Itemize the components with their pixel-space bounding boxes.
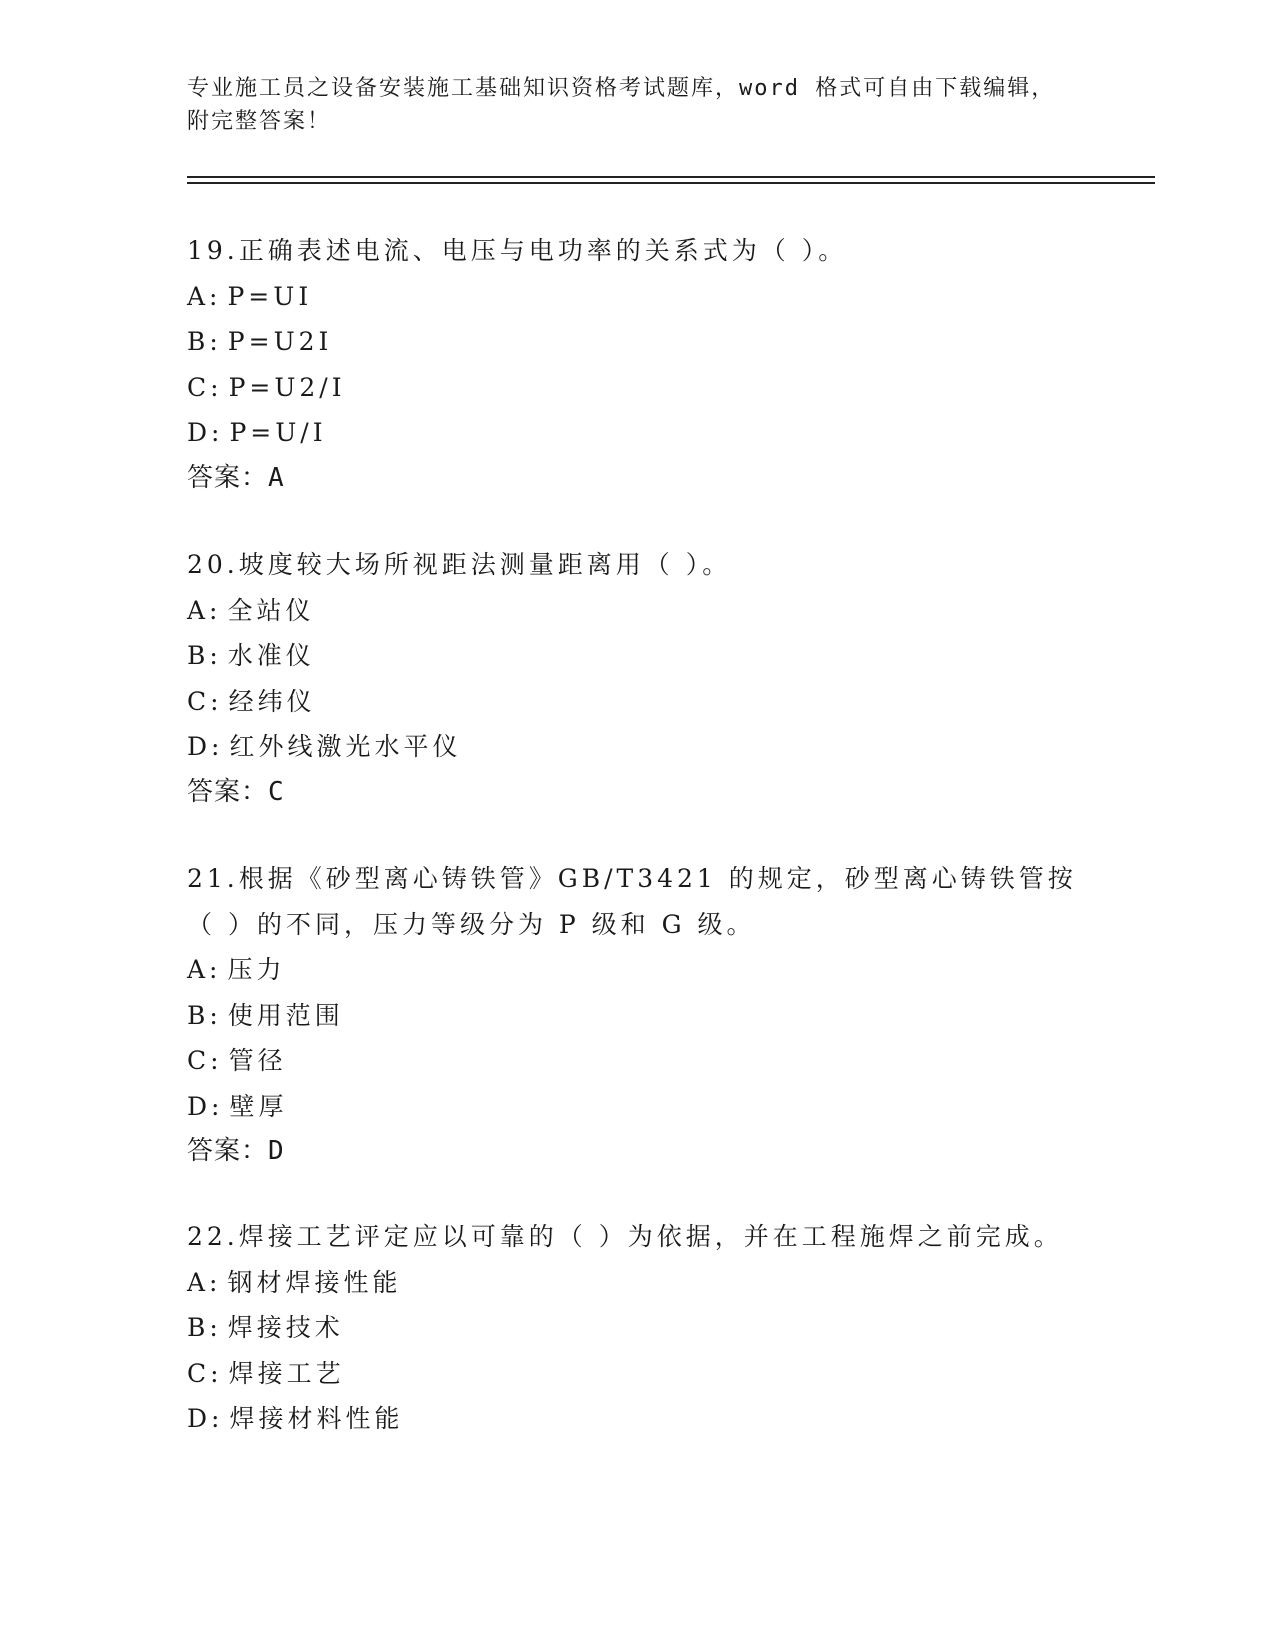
option-d bbox=[187, 410, 1087, 456]
option-key: A: bbox=[187, 955, 222, 984]
option-text: 焊接工艺 bbox=[228, 1358, 345, 1388]
question-20 bbox=[187, 542, 1087, 815]
option-key: C: bbox=[187, 1046, 223, 1075]
option-text: P=UI bbox=[227, 281, 313, 311]
question-21 bbox=[187, 856, 1087, 1175]
option-c bbox=[187, 1038, 1087, 1084]
option-text: 压力 bbox=[227, 955, 286, 984]
option-text: 全站仪 bbox=[227, 595, 315, 625]
option-text: 钢材焊接性能 bbox=[227, 1267, 402, 1297]
question-title: 20.坡度较大场所视距法测量距离用（ ）。 bbox=[187, 550, 732, 579]
question-title: 21.根据《砂型离心铸铁管》GB/T3421 的规定，砂型离心铸铁管按（ ）的不同，压力等级分为 P 级和 G 级。 bbox=[187, 864, 1077, 939]
option-key: B: bbox=[187, 1000, 222, 1030]
question-title: 19.正确表述电流、电压与电功率的关系式为（ ）。 bbox=[187, 236, 848, 265]
answer: 答案：A bbox=[187, 462, 285, 493]
option-a bbox=[187, 1260, 1087, 1306]
option-text: 焊接材料性能 bbox=[229, 1404, 404, 1433]
question-22 bbox=[187, 1214, 1087, 1442]
option-d bbox=[187, 1396, 1087, 1442]
option-a bbox=[187, 947, 1087, 993]
answer: 答案：D bbox=[187, 1136, 285, 1166]
option-b bbox=[187, 633, 1087, 679]
option-key: B: bbox=[187, 1313, 222, 1342]
option-key: B: bbox=[187, 327, 222, 356]
option-text: P=U/I bbox=[229, 418, 327, 447]
option-d bbox=[187, 1084, 1087, 1130]
option-key: D: bbox=[187, 418, 224, 447]
question-19 bbox=[187, 228, 1087, 501]
option-text: 管径 bbox=[228, 1046, 287, 1075]
option-c bbox=[187, 1351, 1087, 1397]
question-title: 22.焊接工艺评定应以可靠的（ ）为依据，并在工程施焊之前完成。 bbox=[187, 1222, 1063, 1251]
answer: 答案：C bbox=[187, 776, 285, 807]
header-divider-top bbox=[187, 176, 1155, 178]
header-line-1: 专业施工员之设备安装施工基础知识资格考试题库，word 格式可自由下载编辑， bbox=[187, 76, 1056, 101]
option-a bbox=[187, 588, 1087, 634]
option-b bbox=[187, 1305, 1087, 1351]
option-text: P=U2/I bbox=[228, 372, 346, 402]
option-key: C: bbox=[187, 686, 223, 716]
option-key: D: bbox=[187, 1404, 224, 1433]
option-key: A: bbox=[187, 595, 222, 625]
option-text: 经纬仪 bbox=[228, 686, 316, 716]
option-c bbox=[187, 679, 1087, 725]
header-divider-bottom bbox=[187, 182, 1155, 184]
document-header bbox=[187, 72, 1087, 138]
option-key: D: bbox=[187, 732, 224, 761]
option-d bbox=[187, 724, 1087, 770]
option-key: A: bbox=[187, 281, 222, 311]
option-key: C: bbox=[187, 372, 223, 402]
option-a bbox=[187, 274, 1087, 320]
option-key: B: bbox=[187, 641, 222, 670]
option-text: 使用范围 bbox=[227, 1000, 344, 1030]
header-line-2: 附完整答案！ bbox=[187, 109, 332, 134]
option-key: C: bbox=[187, 1358, 223, 1388]
option-text: 水准仪 bbox=[227, 641, 315, 670]
option-key: A: bbox=[187, 1267, 222, 1297]
option-text: 红外线激光水平仪 bbox=[229, 732, 462, 761]
option-key: D: bbox=[187, 1091, 224, 1121]
option-text: P=U2I bbox=[227, 327, 333, 356]
option-b bbox=[187, 319, 1087, 365]
option-text: 壁厚 bbox=[229, 1091, 288, 1121]
option-c bbox=[187, 365, 1087, 411]
option-text: 焊接技术 bbox=[227, 1313, 344, 1342]
option-b bbox=[187, 993, 1087, 1039]
